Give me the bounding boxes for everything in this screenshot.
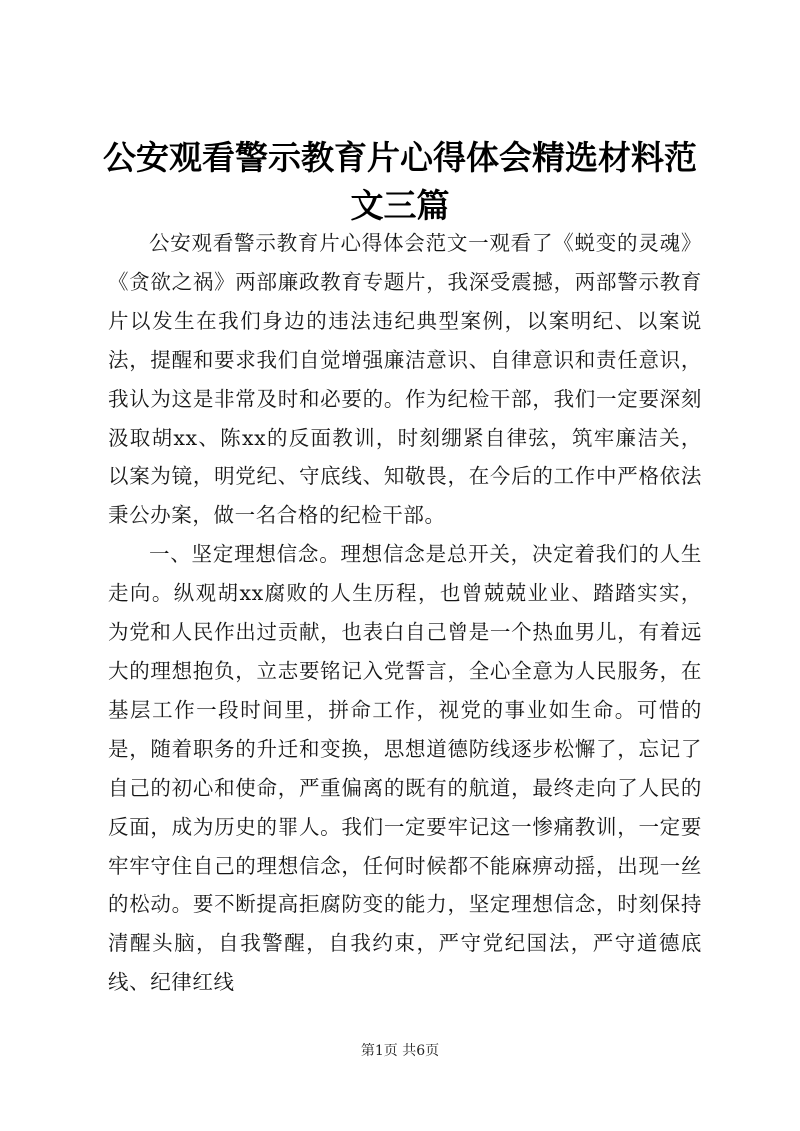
document-body <box>108 224 702 1002</box>
page-footer: 第1页 共6页 <box>360 1043 440 1059</box>
document-title: 公安观看警示教育片心得体会精选材料范文三篇 <box>103 138 697 225</box>
paragraph-section-one: 一、坚定理想信念。理想信念是总开关，决定着我们的人生走向。纵观胡xx腐败的人生历程，也曾兢兢业业、踏踏实实，为党和人民作出过贡献，也表白自己曾是一个热血男儿，有着远大的理想抱负，立志要铭记入党誓言，全心全意为人民服务，在基层工作一段时间里，拼命工作，视党的事业如生命。可惜的是，随着职务的升迁和变换，思想道德防线逐步松懈了，忘记了自己的初心和使命，严重偏离的既有的航道，最终走向了人民的反面，成为历史的罪人。我们一定要牢记这一惨痛教训，一定要牢牢守住自己的理想信念，任何时候都不能麻痹动摇，出现一丝的松动。要不断提高拒腐防变的能力，坚定理想信念，时刻保持清醒头脑，自我警醒，自我约束，严守党纪国法，严守道德底线、纪律红线 <box>108 542 702 995</box>
paragraph-intro: 公安观看警示教育片心得体会范文一观看了《蜕变的灵魂》《贪欲之祸》两部廉政教育专题片，我深受震撼，两部警示教育片以发生在我们身边的违法违纪典型案例，以案明纪、以案说法，提醒和要求我们自觉增强廉洁意识、自律意识和责任意识，我认为这是非常及时和必要的。作为纪检干部，我们一定要深刻汲取胡xx、陈xx的反面教训，时刻绷紧自律弦，筑牢廉洁关，以案为镜，明党纪、守底线、知敬畏，在今后的工作中严格依法秉公办案，做一名合格的纪检干部。 <box>108 231 702 528</box>
